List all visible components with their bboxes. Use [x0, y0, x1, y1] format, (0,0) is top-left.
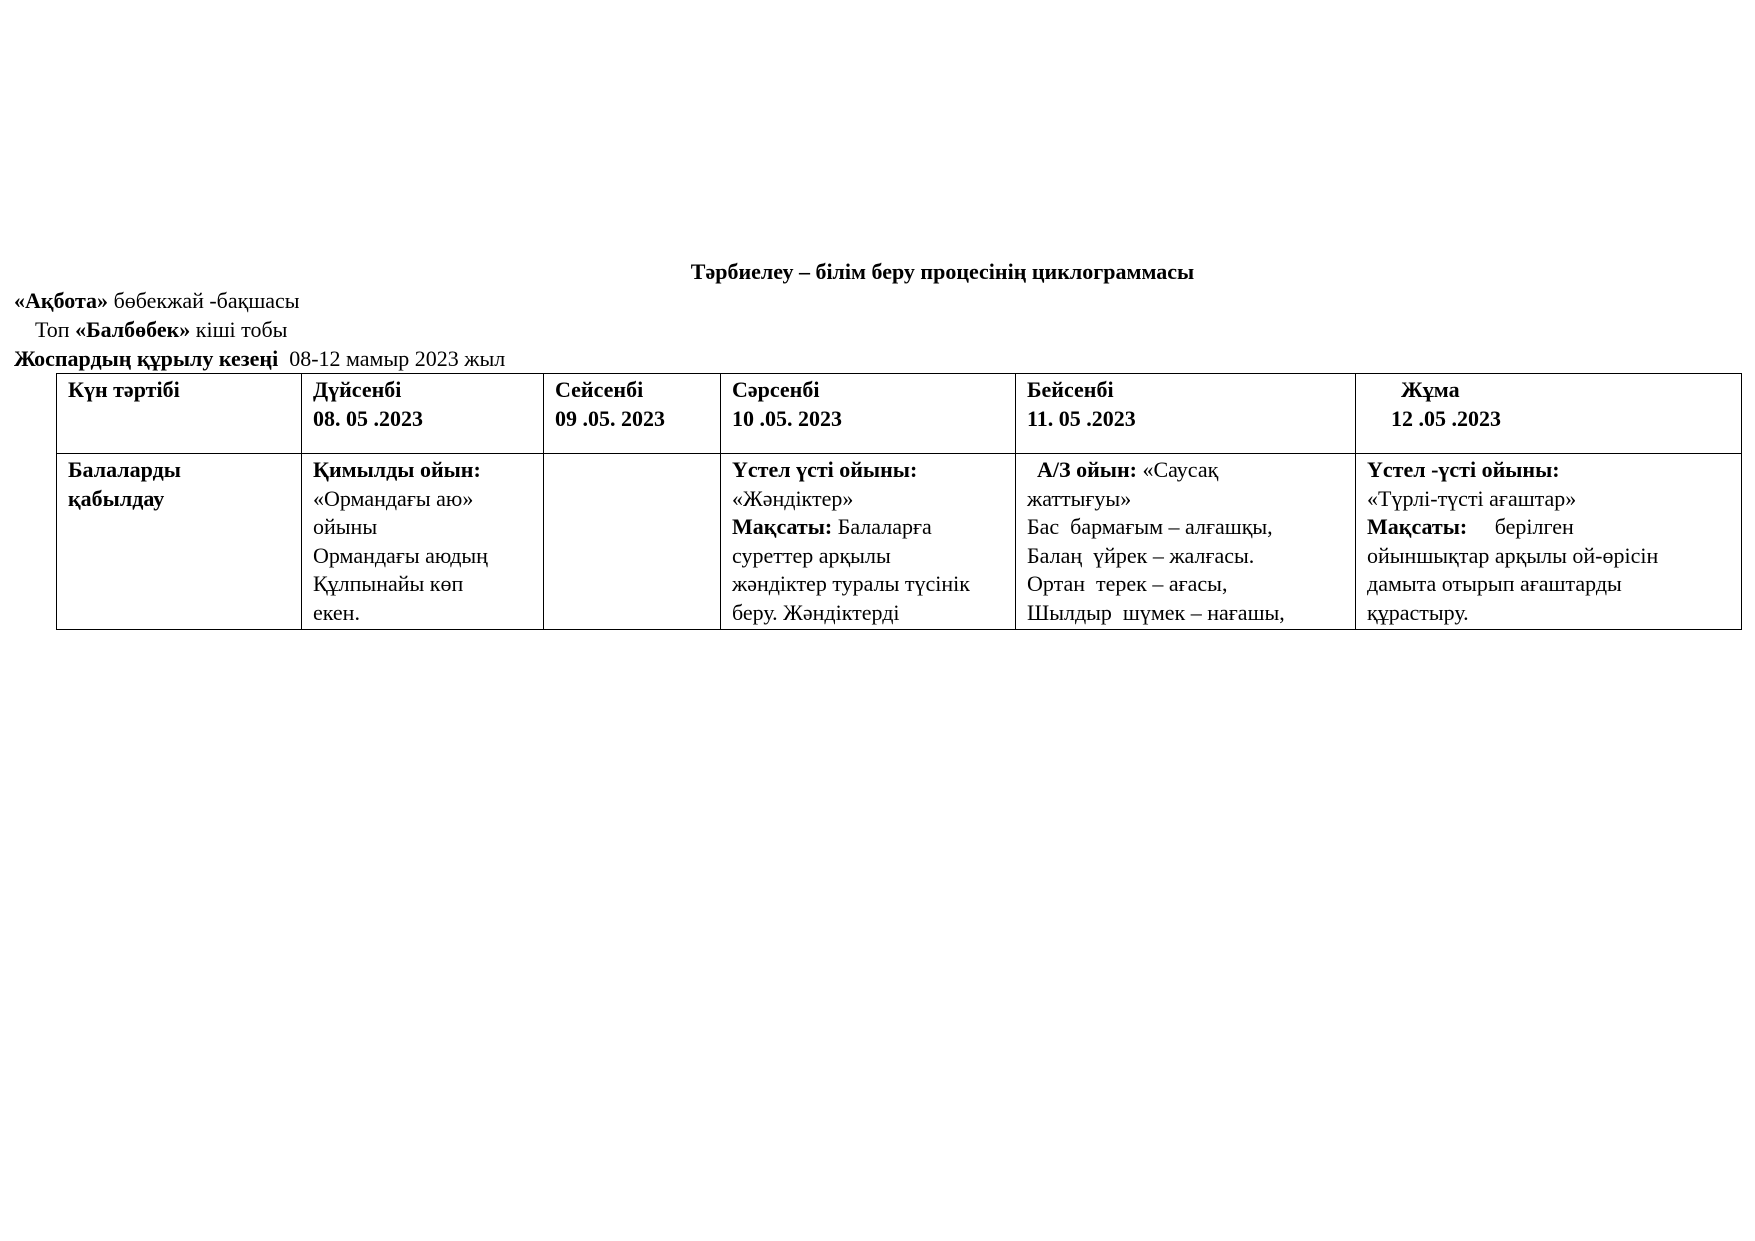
activity-line: Ормандағы аюдың	[313, 542, 488, 568]
activity-line: Шылдыр шүмек – нағашы,	[1027, 599, 1285, 625]
day-name: Дүйсенбі	[313, 377, 402, 402]
group-name: «Балбөбек»	[75, 317, 191, 342]
cyclogram-table	[56, 373, 1742, 630]
activity-line: екен.	[313, 599, 360, 625]
goal-label: Мақсаты:	[1367, 514, 1468, 539]
activity-title: Үстел -үсті ойыны:	[1367, 457, 1560, 482]
activity-line: дамыта отырып ағаштарды	[1367, 571, 1622, 596]
goal-text: берілген	[1467, 514, 1574, 539]
header-wednesday	[721, 374, 1016, 454]
activity-title: А/З ойын:	[1037, 457, 1137, 482]
day-name: Сәрсенбі	[732, 377, 820, 402]
activity-line: «Түрлі-түсті ағаштар»	[1367, 485, 1577, 511]
wednesday-cell	[721, 454, 1016, 630]
activity-line: жәндіктер туралы түсінік	[732, 571, 970, 596]
header-monday	[302, 374, 544, 454]
kindergarten-name: «Ақбота»	[14, 288, 109, 313]
schedule-cell	[57, 454, 302, 630]
period-value: 08-12 мамыр 2023 жыл	[278, 346, 506, 371]
day-date: 10 .05. 2023	[732, 405, 842, 431]
day-name: Сейсенбі	[555, 377, 644, 402]
activity-line: Балаң үйрек – жалғасы.	[1027, 542, 1255, 568]
goal-line	[732, 513, 1004, 542]
day-name: Жұма	[1401, 377, 1460, 402]
period-label: Жоспардың құрылу кезеңі	[14, 346, 279, 371]
activity-line: «Ормандағы аю»	[313, 485, 474, 511]
header-schedule-label: Күн тәртібі	[68, 377, 180, 402]
header-friday	[1356, 374, 1742, 454]
kindergarten-suffix: бөбекжай -бақшасы	[108, 288, 300, 313]
schedule-line: Балаларды	[68, 457, 181, 482]
group-prefix: Топ	[35, 317, 76, 342]
activity-title: Үстел үсті ойыны:	[732, 457, 918, 482]
thursday-cell	[1016, 454, 1356, 630]
period-line	[14, 345, 505, 373]
document-title: Тәрбиелеу – білім беру процесінің циклограммасы	[690, 259, 1195, 284]
day-date: 08. 05 .2023	[313, 405, 423, 431]
activity-line: Ортан терек – ағасы,	[1027, 571, 1228, 596]
activity-line: жаттығуы»	[1027, 485, 1132, 511]
table-row	[57, 454, 1742, 630]
activity-title: Қимылды ойын:	[313, 457, 481, 482]
header-schedule	[57, 374, 302, 454]
kindergarten-line	[14, 287, 300, 315]
header-tuesday	[544, 374, 721, 454]
header-thursday	[1016, 374, 1356, 454]
day-name: Бейсенбі	[1027, 377, 1114, 402]
tuesday-cell	[544, 454, 721, 630]
activity-line: беру. Жәндіктерді	[732, 599, 900, 625]
group-suffix: кіші тобы	[190, 317, 288, 342]
day-date: 11. 05 .2023	[1027, 405, 1136, 431]
schedule-line: қабылдау	[68, 485, 165, 511]
activity-title-line	[1027, 456, 1344, 485]
activity-title-rest: «Саусақ	[1136, 457, 1219, 482]
activity-line: «Жәндіктер»	[732, 485, 854, 511]
friday-cell	[1356, 454, 1742, 630]
goal-label: Мақсаты:	[732, 514, 833, 539]
monday-cell	[302, 454, 544, 630]
group-line	[35, 316, 287, 344]
day-date: 09 .05. 2023	[555, 405, 665, 431]
activity-line: құрастыру.	[1367, 599, 1469, 625]
activity-line: Құлпынайы көп	[313, 571, 464, 596]
goal-text: Балаларға	[832, 514, 932, 539]
table-header-row	[57, 374, 1742, 454]
goal-line	[1367, 513, 1730, 542]
activity-line: суреттер арқылы	[732, 542, 891, 568]
activity-line: ойыншықтар арқылы ой-өрісін	[1367, 542, 1659, 568]
day-date: 12 .05 .2023	[1391, 405, 1501, 431]
activity-line: Бас бармағым – алғашқы,	[1027, 514, 1273, 539]
activity-line: ойыны	[313, 514, 378, 539]
